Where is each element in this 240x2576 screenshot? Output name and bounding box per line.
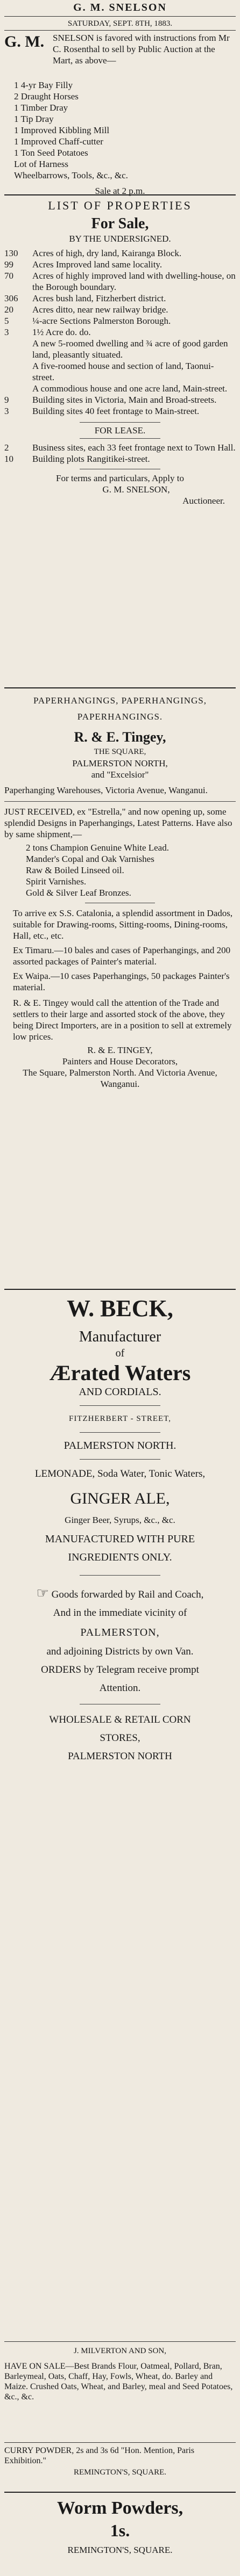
snelson-sale-notice — [4, 32, 236, 197]
curry-ad — [4, 2446, 236, 2478]
sale-initials: G. M. — [4, 33, 45, 50]
item-number: 9 — [4, 395, 9, 405]
sale-items — [4, 79, 236, 181]
milverton-text: HAVE ON SALE—Best Brands Flour, Oatmeal, Pollard, Bran, Barleymeal, Oats, Chaff, Hay, Fowls, Wheat, do. Barley and Maize. Crushed Oats, Wheat, and Barley, meal and Seed Potatoes, &c., &c. — [4, 2362, 233, 2401]
divider — [4, 194, 236, 195]
item-number: 3 — [4, 406, 9, 416]
list-item — [4, 293, 236, 304]
pointing-hand-icon: ☞ — [36, 1585, 49, 1601]
divider — [4, 2492, 236, 2493]
tingey-timaru: Ex Timaru.—10 bales and cases of Paperhangings, and 200 assorted packages of Painter's material. — [13, 945, 231, 967]
beck-of: of — [115, 1347, 125, 1359]
milverton-ad — [4, 2346, 236, 2402]
list-item: Wheelbarrows, Tools, &c., &c. — [14, 170, 128, 180]
list-item: Raw & Boiled Linseed oil. — [26, 865, 124, 875]
worm-title: Worm Powders, — [57, 2498, 183, 2518]
beck-ad — [4, 1294, 236, 1766]
beck-manufacturer: Manufacturer — [79, 1329, 161, 1345]
item-number — [4, 383, 32, 394]
beck-stores-town: PALMERSTON NORTH — [68, 1751, 172, 1762]
item-text: Acres Improved land same locality. — [32, 259, 163, 270]
beck-name: W. BECK, — [67, 1295, 173, 1322]
divider — [4, 1289, 236, 1290]
tingey-square: THE SQUARE, — [94, 748, 146, 756]
beck-telegram: ORDERS by Telegram receive prompt — [41, 1664, 199, 1675]
sale-date: SATURDAY, SEPT. 8TH, 1883. — [67, 19, 173, 28]
beck-ginger-ale: GINGER ALE, — [70, 1490, 170, 1507]
item-number: 70 — [4, 271, 13, 281]
divider — [80, 1575, 160, 1576]
item-number — [4, 360, 32, 383]
item-text: Acres of high, dry land, Kairanga Block. — [32, 248, 182, 258]
item-text: 1½ Acre do. do. — [32, 327, 91, 337]
tingey-sign-address: The Square, Palmerston North. And Victoria Avenue, Wanganui. — [23, 1068, 217, 1089]
list-item: 2 tons Champion Genuine White Lead. — [26, 843, 169, 853]
item-text: Acres ditto, near new railway bridge. — [32, 304, 168, 315]
divider — [4, 801, 236, 802]
worm-price: 1s. — [110, 2521, 130, 2540]
divider — [4, 30, 236, 31]
item-number: 306 — [4, 293, 18, 303]
divider — [80, 1405, 160, 1406]
snelson-date-block — [4, 18, 236, 30]
beck-attention: Attention. — [99, 1682, 141, 1694]
beck-stores-2: STORES, — [100, 1732, 140, 1744]
lease-heading: FOR LEASE. — [94, 425, 146, 436]
beck-street: FITZHERBERT - STREET, — [69, 1414, 171, 1423]
item-text: Building sites in Victoria, Main and Broad-streets. — [32, 395, 217, 405]
beck-vicinity: And in the immediate vicinity of — [53, 1607, 187, 1619]
properties-ad — [4, 199, 236, 506]
list-item — [4, 338, 236, 360]
item-text: A new 5-roomed dwelling and ¾ acre of good garden land, pleasantly situated. — [32, 338, 228, 360]
by-undersigned: BY THE UNDERSIGNED. — [69, 234, 171, 244]
tingey-town: PALMERSTON NORTH, — [72, 758, 168, 768]
curry-where: REMINGTON'S, SQUARE. — [73, 2468, 167, 2477]
list-item — [4, 248, 236, 259]
worm-where: REMINGTON'S, SQUARE. — [67, 2545, 173, 2555]
beck-pure-2: INGREDIENTS ONLY. — [68, 1551, 172, 1563]
tingey-received: JUST RECEIVED, ex "Estrella," and now opening up, some splendid Designs in Paperhangings, Latest Patterns. Have also by same shipment,— — [4, 807, 232, 839]
item-text: A commodious house and one acre land, Main-street. — [32, 383, 228, 394]
list-item — [4, 270, 236, 293]
tingey-sign-trade: Painters and House Decorators, — [62, 1056, 178, 1066]
list-item — [4, 259, 236, 270]
item-number: 99 — [4, 259, 13, 270]
beck-districts: and adjoining Districts by own Van. — [46, 1646, 194, 1657]
list-item: 1 Improved Kibbling Mill — [14, 125, 110, 135]
tingey-firm: R. & E. Tingey, — [74, 729, 166, 745]
divider — [4, 16, 236, 17]
list-item: Mander's Copal and Oak Varnishes — [26, 854, 154, 864]
tingey-arrive: To arrive ex S.S. Catalonia, a splendid assortment in Dados, suitable for Drawing-rooms, Sitting-rooms, Dining-rooms, Hall, etc., etc. — [13, 908, 233, 941]
beck-cordials: AND CORDIALS. — [79, 1386, 161, 1398]
list-item: 1 Timber Dray — [14, 103, 68, 113]
beck-palmerston: PALMERSTON, — [80, 1627, 160, 1638]
item-number: 20 — [4, 304, 13, 315]
list-item: 1 Tip Dray — [14, 114, 54, 124]
item-text: Acres of highly improved land with dwelling-house, on the Borough boundary. — [32, 271, 236, 292]
item-text: Building sites 40 feet frontage to Main-street. — [32, 406, 200, 416]
auctioneer-role: Auctioneer. — [182, 496, 225, 506]
list-item — [4, 383, 236, 394]
beck-lemonade: LEMONADE, Soda Water, Tonic Waters, — [34, 1468, 206, 1479]
beck-goods — [4, 1584, 236, 1604]
tingey-notice: R. & E. Tingey would call the attention of the Trade and settlers to their large and assorted stock of the above, they being Direct Importers, are in a position to sell at extremely low prices. — [13, 998, 232, 1042]
list-item — [4, 453, 236, 465]
beck-town: PALMERSTON NORTH. — [63, 1440, 177, 1452]
snelson-header — [4, 2, 236, 13]
beck-pure: MANUFACTURED WITH PURE — [45, 1533, 195, 1545]
item-number: 10 — [4, 454, 13, 464]
list-item: Gold & Silver Leaf Bronzes. — [26, 888, 131, 898]
list-item: 1 4-yr Bay Filly — [14, 80, 73, 90]
item-number: 130 — [4, 248, 18, 258]
auctioneer-name: G. M. SNELSON, — [102, 484, 170, 495]
terms-text: For terms and particulars, Apply to — [56, 473, 184, 483]
tingey-and: and "Excelsior" — [91, 770, 149, 780]
divider — [4, 2341, 236, 2342]
tingey-headline: PAPERHANGINGS, PAPERHANGINGS, PAPERHANGINGS. — [33, 695, 207, 722]
divider — [4, 687, 236, 688]
snelson-title: G. M. SNELSON — [73, 2, 167, 13]
beck-stores: WHOLESALE & RETAIL CORN — [49, 1714, 191, 1725]
item-number: 3 — [4, 327, 9, 337]
item-text: A five-roomed house and section of land, Taonui-street. — [32, 361, 214, 382]
beck-product: Ærated Waters — [49, 1361, 191, 1385]
item-text: Business sites, each 33 feet frontage next to Town Hall. — [32, 442, 236, 453]
shipment-list — [4, 842, 236, 898]
list-item — [4, 360, 236, 383]
list-item: Lot of Harness — [14, 159, 69, 169]
tingey-sign: R. & E. TINGEY, — [87, 1045, 153, 1055]
tingey-warehouse: Paperhanging Warehouses, Victoria Avenue, Wanganui. — [4, 785, 208, 795]
milverton-name: J. MILVERTON AND SON, — [73, 2347, 167, 2355]
list-item — [4, 326, 236, 338]
sale-lead — [4, 32, 236, 77]
curry-text: CURRY POWDER, 2s and 3s 6d "Hon. Mention, Paris Exhibition." — [4, 2446, 195, 2465]
divider — [80, 422, 160, 423]
property-list — [4, 248, 236, 417]
sale-time: Sale at 2 p.m. — [95, 186, 145, 196]
properties-heading: LIST OF PROPERTIES — [48, 199, 192, 212]
list-item — [4, 315, 236, 326]
list-item — [4, 405, 236, 417]
divider — [80, 1432, 160, 1433]
item-number: 2 — [4, 442, 9, 453]
item-text: ¼-acre Sections Palmerston Borough. — [32, 316, 171, 326]
list-item: 1 Improved Chaff-cutter — [14, 136, 103, 147]
list-item — [4, 394, 236, 405]
worm-ad — [4, 2497, 236, 2556]
divider — [4, 2442, 236, 2443]
beck-goods-text: Goods forwarded by Rail and Coach, — [51, 1589, 204, 1600]
list-item: Spirit Varnishes. — [26, 876, 87, 887]
tingey-waipa: Ex Waipa.—10 cases Paperhangings, 50 packages Painter's material. — [13, 971, 230, 992]
divider — [80, 438, 160, 439]
list-item: 1 Ton Seed Potatoes — [14, 148, 88, 158]
tingey-ad — [4, 693, 236, 1090]
divider — [80, 1459, 160, 1460]
list-item — [4, 304, 236, 315]
item-number: 5 — [4, 316, 9, 326]
sale-lead-text: SNELSON is favored with instructions from Mr C. Rosenthal to sell by Public Auction at the Mart, as above— — [53, 33, 230, 66]
for-sale-heading: For Sale, — [91, 215, 149, 232]
list-item — [4, 442, 236, 453]
list-item: 2 Draught Horses — [14, 91, 79, 101]
item-number — [4, 338, 32, 360]
item-text: Acres bush land, Fitzherbert district. — [32, 293, 166, 303]
beck-ginger-beer: Ginger Beer, Syrups, &c., &c. — [65, 1515, 175, 1525]
item-text: Building plots Rangitikei-street. — [32, 454, 150, 464]
